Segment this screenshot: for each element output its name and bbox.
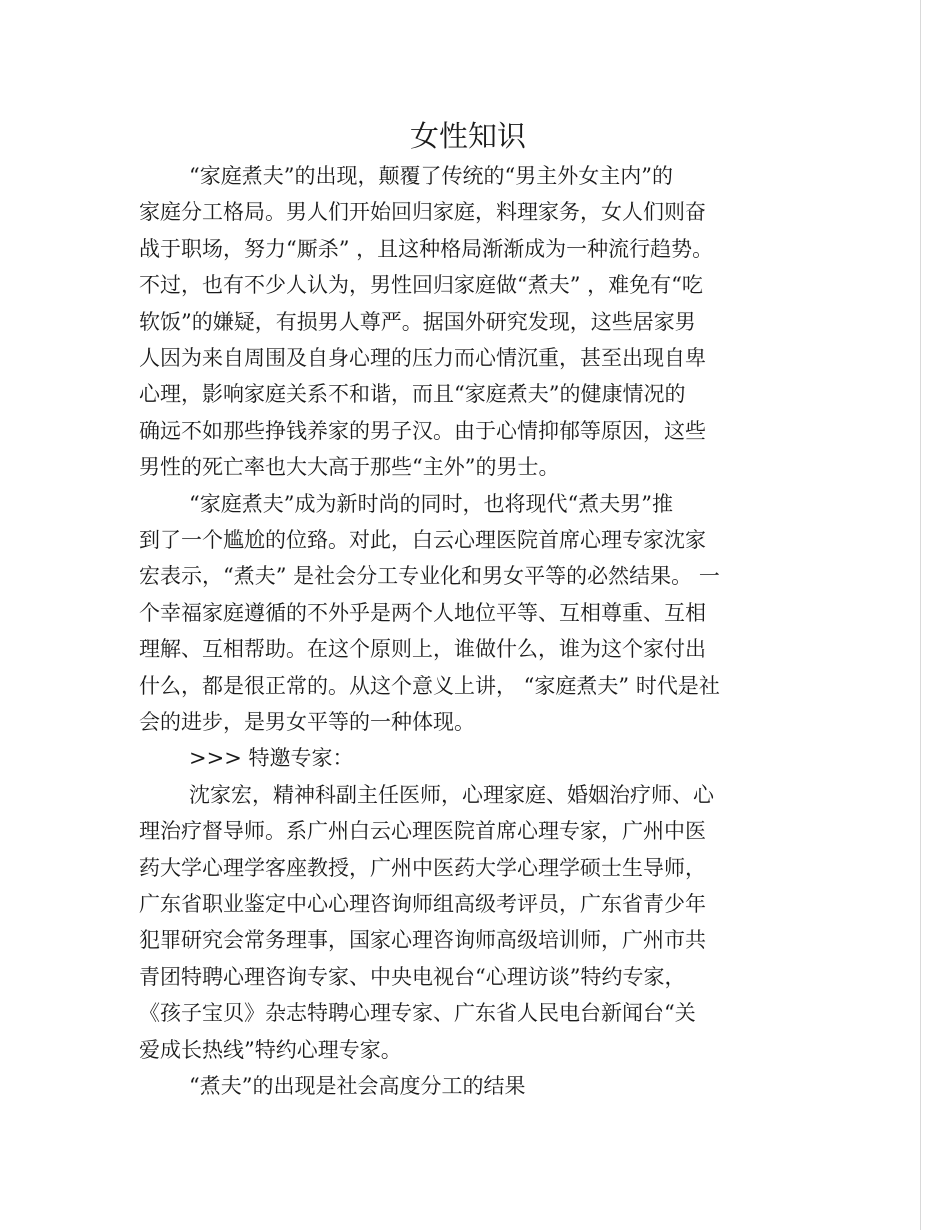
body-text-line: “家庭煮夫”的出现，颠覆了传统的“男主外女主内”的 [189,164,673,188]
body-text-line: >>> 特邀专家： [189,746,354,771]
body-text-line: 男性的死亡率也大大高于那些“主外”的男士。 [139,455,560,480]
body-text-line: 广东省职业鉴定中心心理咨询师组高级考评员，广东省青少年 [139,892,706,916]
body-text-line: 战于职场，努力“厮杀” ，且这种格局渐渐成为一种流行趋势。 [139,236,714,261]
body-text-line: 理解、互相帮助。在这个原则上，谁做什么，谁为这个家付出 [139,637,706,662]
body-text-line: 到了一个尴尬的位臵。对此，白云心理医院首席心理专家沈家 [139,528,706,552]
document-title: 女性知识 [409,119,526,153]
body-text-line: 个幸福家庭遵循的不外乎是两个人地位平等、互相尊重、互相 [139,600,706,625]
body-text-line: 药大学心理学客座教授，广州中医药大学心理学硕士生导师， [139,855,706,880]
body-text-line: 会的进步，是男女平等的一种体现。 [139,710,475,734]
page-edge-divider [920,0,921,1230]
body-text-line: 犯罪研究会常务理事，国家心理咨询师高级培训师，广州市共 [139,928,706,953]
body-text-line: 爱成长热线”特约心理专家。 [139,1037,402,1062]
body-text-line: 青团特聘心理咨询专家、中央电视台“心理访谈”特约专家， [139,964,686,989]
body-text-line: “煮夫”的出现是社会高度分工的结果 [189,1074,526,1098]
body-text-line: 《孩子宝贝》杂志特聘心理专家、广东省人民电台新闻台“关 [139,1001,696,1026]
body-text-line: 理治疗督导师。系广州白云心理医院首席心理专家，广州中医 [139,819,706,844]
body-text-line: 宏表示，“煮夫” 是社会分工专业化和男女平等的必然结果。 一 [139,564,720,589]
body-text-line: 沈家宏，精神科副主任医师，心理家庭、婚姻治疗师、心 [189,782,714,807]
body-text-line: 家庭分工格局。男人们开始回归家庭，料理家务，女人们则奋 [139,200,706,225]
body-text-line: 不过，也有不少人认为，男性回归家庭做“煮夫” ，难免有“吃 [139,273,703,298]
body-text-line: 确远不如那些挣钱养家的男子汉。由于心情抑郁等原因，这些 [139,418,706,443]
body-text-line: 软饭”的嫌疑，有损男人尊严。据国外研究发现，这些居家男 [139,309,696,334]
body-text-line: “家庭煮夫”成为新时尚的同时，也将现代“煮夫男”推 [189,491,673,516]
body-text-line: 什么，都是很正常的。从这个意义上讲， “家庭煮夫” 时代是社 [139,673,720,698]
body-text-line: 心理，影响家庭关系不和谐，而且“家庭煮夫”的健康情况的 [139,382,686,407]
body-text-line: 人因为来自周围及自身心理的压力而心情沉重，甚至出现自卑 [139,346,706,370]
